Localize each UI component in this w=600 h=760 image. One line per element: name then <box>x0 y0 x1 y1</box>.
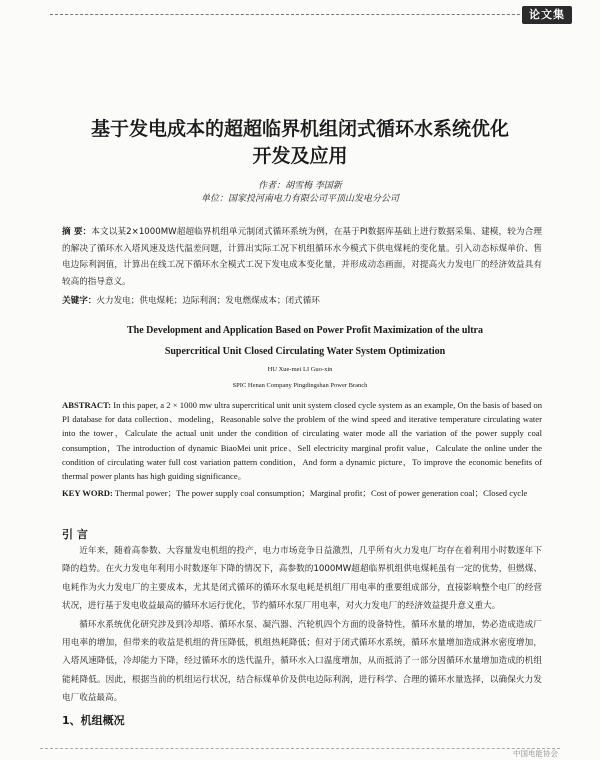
body-paragraph-1: 近年来，随着高参数、大容量发电机组的投产，电力市场竞争日益激烈，几乎所有火力发电厂均存在着利用小时数逐年下降的趋势。在火力发电年利用小时数逐年下降的情况下，高参数的1000MW超超临界机组供电煤耗虽有一定的优势，但燃煤、电耗作为火力发电厂的主要成本，尤其是闭式循环的循环水泵电耗是机组厂用电率的重要组成部分，直接影响整个电厂的经营状况，进行基于发电收益最高的循环水运行优化，节约循环水泵厂用电率，对火力发电厂的经济效益提升意义重大。 <box>62 546 542 612</box>
affiliation-line: 单位：国家投河南电力有限公司平顶山发电分公司 <box>200 194 399 204</box>
english-keywords-label: KEY WORD: <box>62 488 113 498</box>
title-line-2: 开发及应用 <box>252 145 348 167</box>
abstract-label: 摘 要： <box>62 227 92 237</box>
english-keywords-text: Thermal power；The power supply coal consumption；Marginal profit；Cost of power generation coal；Closed cycle <box>112 488 528 498</box>
title-line-1: 基于发电成本的超超临界机组闭式循环水系统优化 <box>90 118 509 140</box>
keywords-label: 关键字： <box>62 296 97 306</box>
section-heading-introduction: 引 言 <box>62 528 88 541</box>
paper-title <box>40 116 560 170</box>
column-badge: 论文集 <box>522 6 572 24</box>
english-affiliation: SPIC Henan Company Pingdingshan Power Branch <box>232 382 368 389</box>
english-keywords <box>62 486 542 500</box>
footer-text: 中国电能协会 <box>513 749 558 758</box>
section-heading-unit-overview: 1、机组概况 <box>62 714 125 727</box>
chinese-keywords <box>62 294 542 308</box>
body-paragraph-2: 循环水系统优化研究涉及到冷却塔、循环水泵、凝汽器、汽轮机四个方面的设备特性，循环水量的增加，势必造成造成厂用电率的增加，但带来的收益是机组的背压降低，机组热耗降低；但对于闭式循环水系统，循环水量增加造成淋水密度增加，入塔风速降低，冷却能力下降，经过循环水的迭代温升，循环水入口温度增加，从而抵消了一部分因循环水量增加造成的机组能耗降低。因此，根据当前的机组运行状况，结合标煤单价及供电边际利润，进行科学、合理的循环水量选择，以确保火力发电厂收益最高。 <box>62 619 542 704</box>
author-block <box>0 180 600 206</box>
english-abstract-text: In this paper, a 2 × 1000 mw ultra supercritical unit unit system closed cycle system as an example, On the basis of based on PI database for data collection、modeling，Reasonable solve the problem of the wind speed and iterative temperature circulating water into the tower，Calculate the actual unit under the condition of circulating water mode all the variation of the power supply coal consumption，The introduction of dynamic BiaoMei unit price、Sell electricity marginal profit value，Calculate the online under the condition of circulating water full cost variation pattern condition，And form a dynamic picture，To improve the economic benefits of thermal power plants has high guiding significance。 <box>62 400 542 482</box>
header-rule <box>50 14 540 15</box>
english-authors: HU Xue-mei LI Guo-xin <box>267 366 333 373</box>
footer-rule <box>40 748 560 749</box>
english-abstract-label: ABSTRACT: <box>62 400 112 410</box>
authors-line: 作者：胡雪梅 李国新 <box>258 181 342 191</box>
english-title-line-1: The Development and Application Based on Power Profit Maximization of the ultra <box>126 325 483 336</box>
abstract-text: 本文以某2×1000MW超超临界机组单元制闭式循环系统为例，在基于PI数据库基础上进行数据采集、建模，较为合理的解决了循环水入塔风速及迭代温差问题，计算出实际工况下机组循环水今模式下供电煤耗的变化量。引入动态标煤单价、售电边际利润值，计算出在线工况下循环水全模式工况下发电成本变化量，并形成动态画面，对提高火力发电厂的经济效益具有较高的指导意义。 <box>62 227 542 287</box>
english-abstract <box>62 398 542 483</box>
english-title-line-2: Supercritical Unit Closed Circulating Water System Optimization <box>164 346 446 357</box>
chinese-abstract <box>62 224 542 290</box>
keywords-text: 火力发电；供电煤耗；边际利润；发电燃煤成本；闭式循环 <box>96 296 320 306</box>
english-title <box>60 320 550 362</box>
introduction-body <box>62 542 542 708</box>
